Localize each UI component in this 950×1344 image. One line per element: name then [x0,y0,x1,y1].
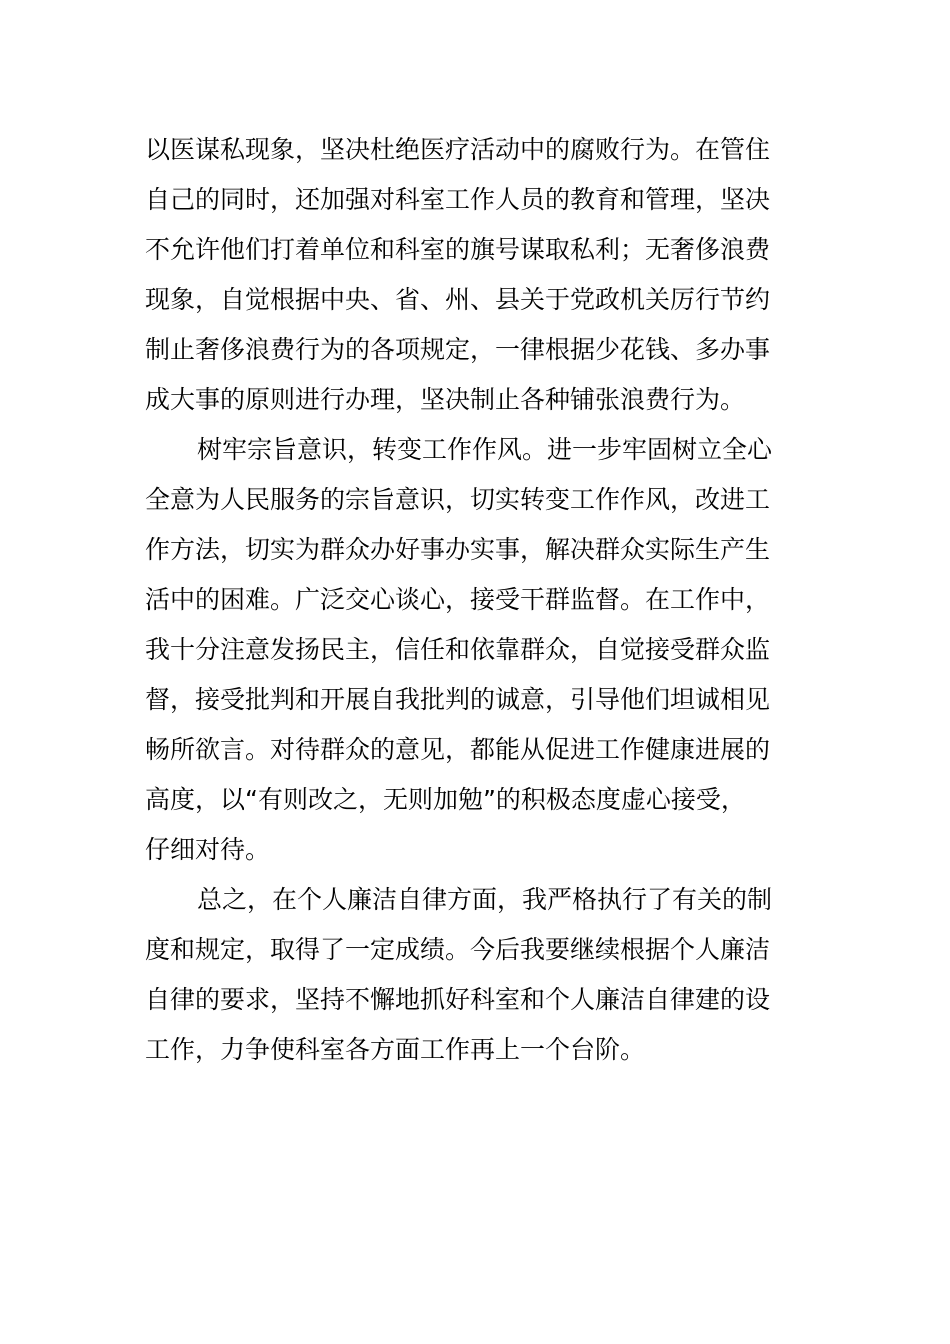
paragraph-line: 高度，以“有则改之，无则加勉”的积极态度虚心接受， [145,785,746,814]
paragraph-line: 度和规定，取得了一定成绩。今后我要继续根据个人廉洁 [145,935,771,964]
document-body [145,125,810,1075]
paragraph-2 [145,425,810,875]
paragraph-line: 自律的要求，坚持不懈地抓好科室和个人廉洁自律建的设 [145,985,771,1014]
paragraph-3 [145,875,810,1075]
paragraph-line: 制止奢侈浪费行为的各项规定，一律根据少花钱、多办事 [145,335,771,364]
paragraph-line: 工作，力争使科室各方面工作再上一个台阶。 [145,1035,646,1064]
paragraph-1 [145,125,810,425]
paragraph-line: 仔细对待。 [145,835,271,864]
paragraph-line: 督，接受批判和开展自我批判的诚意，引导他们坦诚相见 [145,685,771,714]
paragraph-line: 作方法，切实为群众办好事办实事，解决群众实际生产生 [145,535,771,564]
paragraph-line: 总之，在个人廉洁自律方面，我严格执行了有关的制 [197,885,773,914]
paragraph-line: 以医谋私现象，坚决杜绝医疗活动中的腐败行为。在管住 [145,135,771,164]
paragraph-line: 不允许他们打着单位和科室的旗号谋取私利；无奢侈浪费 [145,235,771,264]
paragraph-line: 活中的困难。广泛交心谈心，接受干群监督。在工作中， [145,585,771,614]
paragraph-line: 成大事的原则进行办理，坚决制止各种铺张浪费行为。 [145,385,746,414]
paragraph-line: 树牢宗旨意识，转变工作作风。进一步牢固树立全心 [197,435,773,464]
paragraph-line: 畅所欲言。对待群众的意见，都能从促进工作健康进展的 [145,735,771,764]
paragraph-line: 全意为人民服务的宗旨意识，切实转变工作作风，改进工 [145,485,771,514]
paragraph-line: 自己的同时，还加强对科室工作人员的教育和管理，坚决 [145,185,771,214]
paragraph-line: 我十分注意发扬民主，信任和依靠群众，自觉接受群众监 [145,635,771,664]
paragraph-line: 现象，自觉根据中央、省、州、县关于党政机关厉行节约 [145,285,771,314]
